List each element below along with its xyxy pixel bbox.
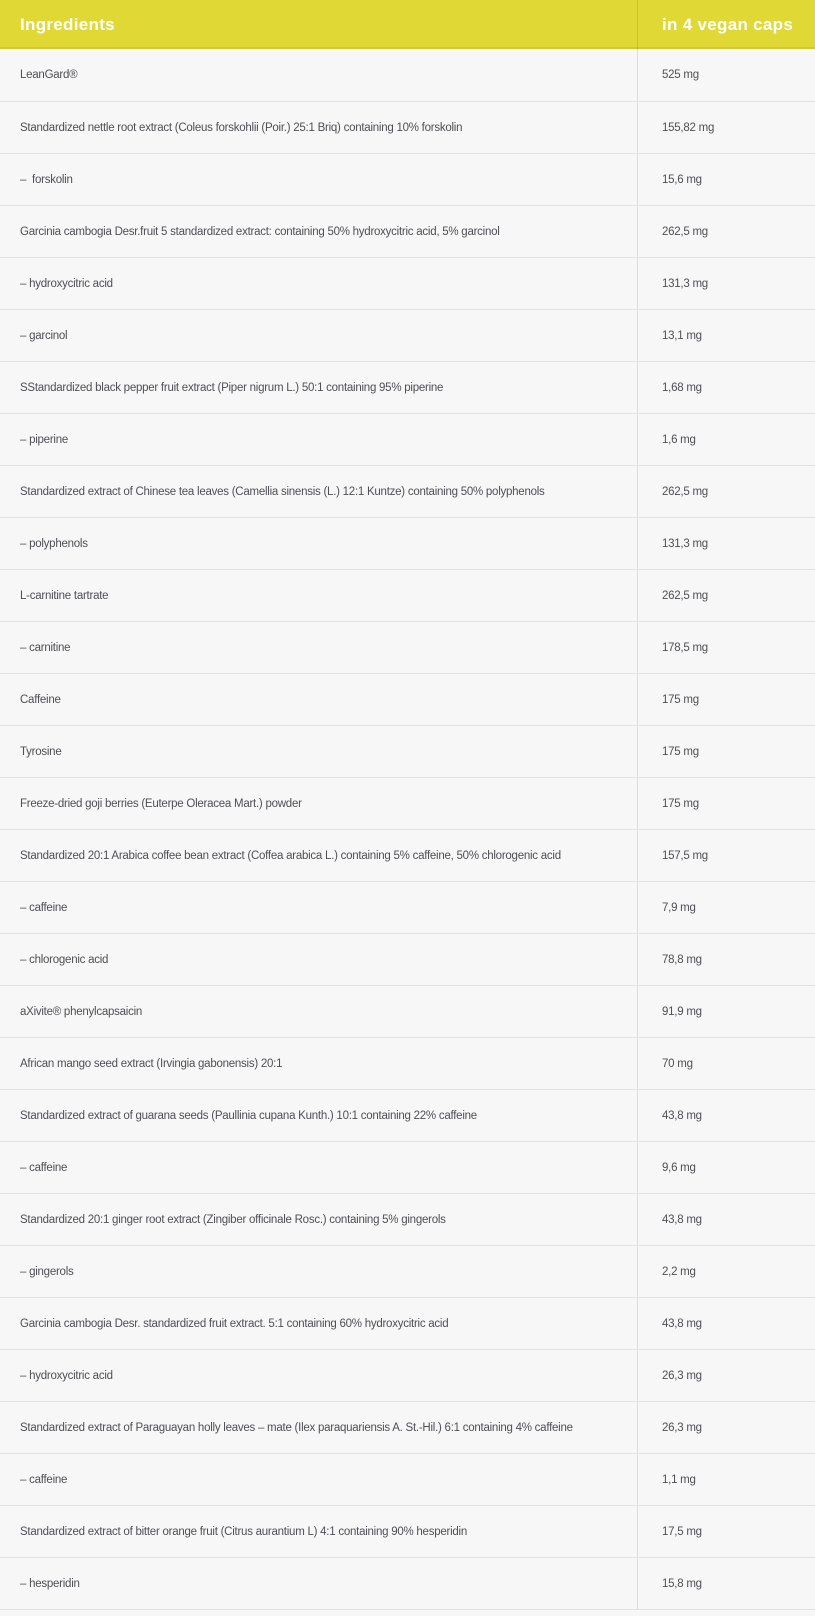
table-row [0,1245,815,1297]
column-header-amount: in 4 vegan caps [637,0,815,49]
table-row [0,1037,815,1089]
ingredient-name: – piperine [20,433,69,446]
ingredient-name: Caffeine [20,693,61,706]
ingredient-amount: 70 mg [637,1038,815,1089]
table-row [0,1297,815,1349]
ingredient-amount: 43,8 mg [637,1298,815,1349]
table-row [0,1349,815,1401]
ingredient-name: Garcinia cambogia Desr. standardized fruit extract. 5:1 containing 60% hydroxycitric acid [20,1317,449,1330]
ingredient-amount: 175 mg [637,674,815,725]
table-row [0,517,815,569]
ingredient-amount: 1,6 mg [637,414,815,465]
ingredient-amount: 43,8 mg [637,1194,815,1245]
ingredient-amount: 131,3 mg [637,258,815,309]
column-header-ingredients: Ingredients [20,14,115,34]
table-row [0,465,815,517]
ingredient-name: Standardized 20:1 ginger root extract (Zingiber officinale Rosc.) containing 5% gingerols [20,1213,446,1226]
ingredient-amount: 78,8 mg [637,934,815,985]
ingredient-name: Standardized nettle root extract (Coleus forskohlii (Poir.) 25:1 Briq) containing 10% forskolin [20,121,463,134]
table-row [0,881,815,933]
ingredient-amount: 262,5 mg [637,466,815,517]
ingredient-amount: 178,5 mg [637,622,815,673]
ingredient-name: Standardized extract of Paraguayan holly leaves – mate (Ilex paraquariensis A. St.-Hil.) 6:1 containing 4% caffeine [20,1421,573,1434]
ingredient-amount: 1,68 mg [637,362,815,413]
ingredient-amount: 13,1 mg [637,310,815,361]
ingredient-name: LeanGard® [20,69,78,81]
ingredient-amount: 2,2 mg [637,1246,815,1297]
ingredient-amount: 262,5 mg [637,206,815,257]
ingredient-name: – hydroxycitric acid [20,277,113,290]
ingredient-name: L-carnitine tartrate [20,589,109,602]
table-row [0,673,815,725]
table-row [0,1557,815,1609]
ingredient-amount: 7,9 mg [637,882,815,933]
table-row [0,1089,815,1141]
ingredient-amount: 157,5 mg [637,830,815,881]
ingredient-name: – garcinol [20,329,68,342]
table-row [0,777,815,829]
table-row [0,569,815,621]
ingredient-amount: 26,3 mg [637,1402,815,1453]
ingredient-name: Freeze-dried goji berries (Euterpe Oleracea Mart.) powder [20,797,302,810]
ingredient-name: – chlorogenic acid [20,953,109,966]
table-row [0,205,815,257]
table-row [0,829,815,881]
table-row [0,1193,815,1245]
ingredient-amount: 91,9 mg [637,986,815,1037]
table-row [0,1141,815,1193]
table-row [0,1401,815,1453]
ingredient-name: – polyphenols [20,537,88,550]
ingredient-name: African mango seed extract (Irvingia gabonensis) 20:1 [20,1057,283,1070]
ingredient-name: Tyrosine [20,745,62,758]
ingredient-name: – caffeine [20,1161,68,1174]
ingredient-name: aXivite® phenylcapsaicin [20,1005,143,1018]
ingredient-name: SStandardized black pepper fruit extract (Piper nigrum L.) 50:1 containing 95% piperine [20,381,444,394]
table-row [0,413,815,465]
ingredient-name: Standardized 20:1 Arabica coffee bean extract (Coffea arabica L.) containing 5% caffeine, 50% chlorogenic acid [20,849,561,862]
table-row [0,933,815,985]
table-row [0,621,815,673]
table-row [0,361,815,413]
ingredient-amount: 17,5 mg [637,1506,815,1557]
ingredient-name: – caffeine [20,901,68,914]
ingredient-amount: 15,8 mg [637,1558,815,1609]
table-row [0,101,815,153]
table-body [0,49,815,1609]
table-row [0,153,815,205]
ingredient-name: Standardized extract of Chinese tea leaves (Camellia sinensis (L.) 12:1 Kuntze) containing 50% polyphenols [20,485,545,498]
table-row [0,725,815,777]
ingredient-amount: 1,1 mg [637,1454,815,1505]
ingredient-amount: 262,5 mg [637,570,815,621]
table-row [0,309,815,361]
ingredient-name: – hydroxycitric acid [20,1369,113,1382]
ingredient-name: – hesperidin [20,1577,80,1590]
ingredient-name: Standardized extract of bitter orange fruit (Citrus aurantium L) 4:1 containing 90% hesperidin [20,1525,467,1538]
table-footer-filler [0,1609,815,1616]
ingredient-amount: 175 mg [637,778,815,829]
table-row [0,1505,815,1557]
ingredient-amount: 155,82 mg [637,102,815,153]
table-row [0,49,815,101]
ingredient-amount: 175 mg [637,726,815,777]
ingredient-amount: 26,3 mg [637,1350,815,1401]
ingredient-amount: 9,6 mg [637,1142,815,1193]
ingredient-name: – carnitine [20,641,71,654]
table-row [0,1453,815,1505]
ingredient-amount: 15,6 mg [637,154,815,205]
ingredient-name: – gingerols [20,1265,74,1278]
ingredient-name: – caffeine [20,1473,68,1486]
ingredient-amount: 525 mg [637,49,815,101]
ingredient-name: – forskolin [20,173,73,186]
ingredient-amount: 43,8 mg [637,1090,815,1141]
table-row [0,985,815,1037]
ingredient-name: Garcinia cambogia Desr.fruit 5 standardized extract: containing 50% hydroxycitric acid, 5% garcinol [20,225,500,238]
ingredient-amount: 131,3 mg [637,518,815,569]
table-header [0,0,815,49]
table-row [0,257,815,309]
ingredient-name: Standardized extract of guarana seeds (Paullinia cupana Kunth.) 10:1 containing 22% caffeine [20,1109,477,1122]
